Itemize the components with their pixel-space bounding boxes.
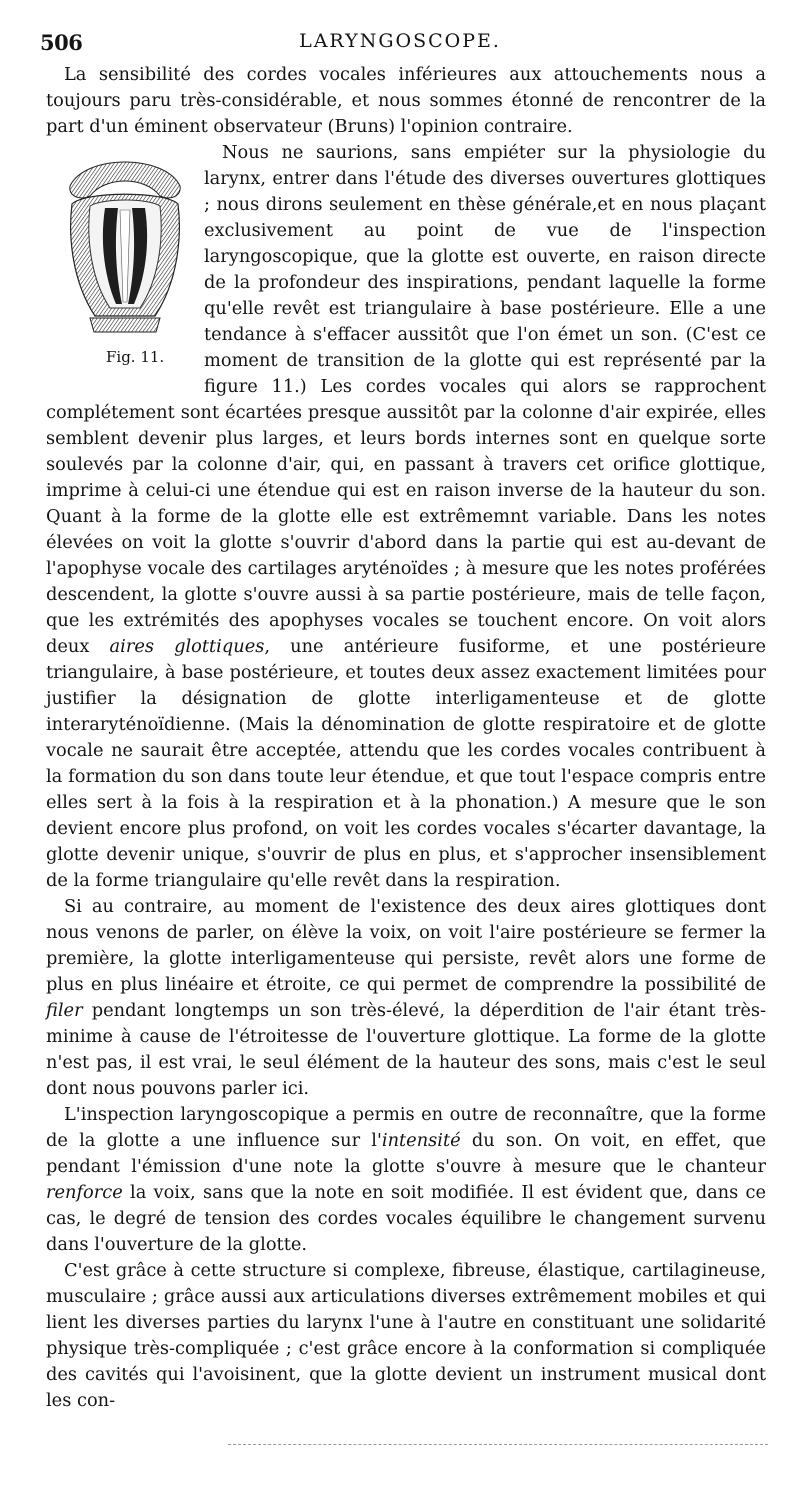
page-number: 506 (40, 30, 83, 55)
bottom-rule (228, 1444, 768, 1445)
paragraph-3 (46, 894, 766, 1102)
paragraph-3-text-a: Si au contraire, au moment de l'existence des deux aires glottiques dont nous venons de parler, on élève la voix, on voit l'aire postérieure se fermer la première, la glotte interligamenteuse qui persiste, revêt alors une forme de plus en plus linéaire et étroite, ce qui permet de comprendre la possibilité de (46, 896, 766, 995)
paragraph-3-text-b: pendant longtemps un son très-élevé, la déperdition de l'air étant très-minime à cause de l'étroitesse de l'ouverture glottique. La forme de la glotte n'est pas, il est vrai, le seul élément de la hauteur des sons, mais c'est le seul dont nous pouvons parler ici. (46, 1000, 766, 1099)
page-header (0, 28, 800, 62)
larynx-illustration-icon (60, 146, 190, 346)
paragraph-4-text-c: la voix, sans que la note en soit modifiée. Il est évident que, dans ce cas, le degré de tension des cordes vocales équilibre le changement survenu dans l'ouverture de la glotte. (46, 1182, 766, 1255)
paragraph-4 (46, 1102, 766, 1258)
paragraph-4-emphasis-1: intensité (381, 1130, 461, 1151)
paragraph-5: C'est grâce à cette structure si complexe, fibreuse, élastique, cartilagineuse, musculaire ; grâce aussi aux articulations diverses extrêmement mobiles et qui lient les diverses parties du larynx l'une à l'autre en constituant une solidarité physique très-compliquée ; c'est grâce encore à la conformation si compliquée des cavités qui l'avoisinent, que la glotte devient un instrument musical dont les con- (46, 1260, 766, 1411)
figure-11 (46, 142, 204, 378)
paragraph-1: La sensibilité des cordes vocales inférieures aux attouchements nous a toujours paru très-considérable, et nous sommes étonné de rencontrer de la part d'un éminent observateur (Bruns) l'opinion contraire. (46, 64, 766, 137)
paragraph-2-text-a: Nous ne saurions, sans empiéter sur la physiologie du larynx, entrer dans l'étude des diverses ouvertures glottiques ; nous dirons seulement en thèse générale,et en nous plaçant exclusivement au point de vue de l'inspection laryngoscopique, que la glotte est ouverte, en raison directe de la profondeur des inspirations, pendant laquelle la forme qu'elle revêt est triangulaire à base postérieure. Elle a une tendance à s'effacer aussitôt que l'on émet un son. (C'est ce moment de transition de la glotte qui est représenté par la figure 11.) Les cordes vocales qui alors se rapprochent complétement sont écartées presque aussitôt par la colonne d'air expirée, elles semblent devenir plus larges, et leurs bords internes sont en quelque sorte soulevés par la colonne d'air, qui, en passant à travers cet orifice glottique, imprime à celui-ci une étendue qui est en raison inverse de la hauteur du son. Quant à la forme de la glotte elle est extrêmemnt variable. Dans les notes élevées on voit la glotte s'ouvrir d'abord dans la partie qui est au-devant de l'apophyse vocale des cartilages aryténoïdes ; à mesure que les notes proférées descendent, la glotte s'ouvre aussi à sa partie postérieure, mais de telle façon, que les extrémités des apophyses vocales se touchent encore. On voit alors deux (46, 142, 766, 657)
paragraph-2 (46, 140, 766, 894)
paragraph-3-emphasis: filer (46, 1000, 83, 1021)
paragraph-4-text-a: L'inspection laryngoscopique a permis en outre de reconnaître, que la forme de la glotte a une influence sur l' (46, 1104, 766, 1151)
body-text (46, 62, 766, 1414)
paragraph-2-emphasis: aires glottiques (109, 636, 265, 657)
paragraph-2-text-b: , une antérieure fusiforme, et une postérieure triangulaire, à base postérieure, et toutes deux assez exactement limitées pour justifier la désignation de glotte interligamenteuse et de glotte interaryténoïdienne. (Mais la dénomination de glotte respiratoire et de glotte vocale ne saurait être acceptée, attendu que les cordes vocales contribuent à la formation du son dans toute leur étendue, et que tout l'espace compris entre elles sert à la fois à la respiration et à la phonation.) A mesure que le son devient encore plus profond, on voit les cordes vocales s'écarter davantage, la glotte devenir unique, s'ouvrir de plus en plus, et s'approcher insensiblement de la forme triangulaire qu'elle revêt dans la respiration. (46, 636, 766, 891)
figure-caption: Fig. 11. (106, 348, 165, 366)
running-title: LARYNGOSCOPE. (299, 30, 501, 52)
paragraph-4-text-b: du son. On voit, en effet, que pendant l'émission d'une note la glotte s'ouvre à mesure que le chanteur (46, 1130, 766, 1177)
paragraph-4-emphasis-2: renforce (46, 1182, 123, 1203)
